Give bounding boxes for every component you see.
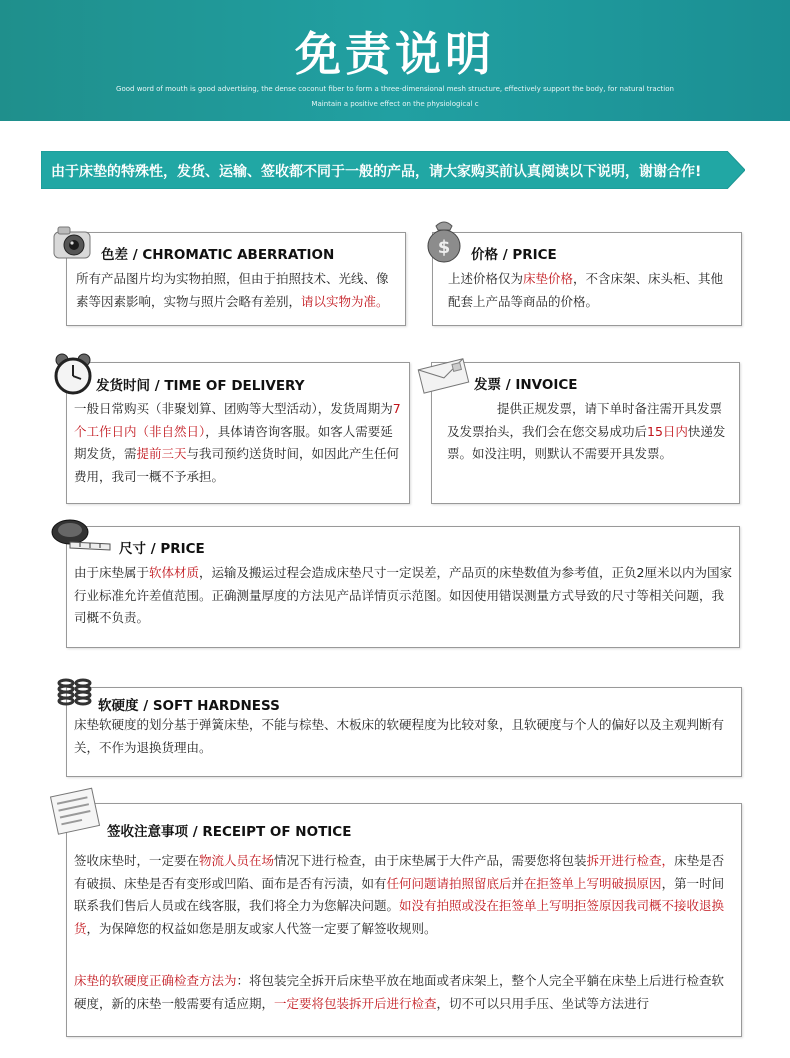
- section-chromatic-aberration: [66, 232, 406, 326]
- body-highlight: 任何问题请拍照留底后: [386, 875, 512, 891]
- body-text: 上述价格仅为: [448, 271, 524, 286]
- section-body-paragraph-2: [74, 970, 734, 1015]
- body-text: ，具体请咨询客服。如客人需要延期发货，需: [74, 423, 393, 461]
- section-invoice: [431, 362, 740, 504]
- body-text: 所有产品图片均为实物拍照，但由于拍照技术、光线、像素等因素影响，实物与照片会略有差别，: [76, 271, 389, 309]
- section-title: 发货时间 / TIME OF DELIVERY: [96, 378, 305, 394]
- body-highlight: 提前三天: [136, 446, 187, 461]
- body-text: 快递发票。如没注明，则默认不需要开具发票。: [447, 423, 726, 461]
- alarm-clock-icon: [52, 352, 94, 396]
- body-text: 与我司预约送货时间，如因此产生任何费用，我司一概不予承担。: [74, 446, 400, 484]
- body-highlight: 床垫的软硬度正确检查方法为: [74, 973, 237, 988]
- body-text: 签收床垫时，一定要在: [74, 853, 200, 868]
- body-highlight: 在拒签单上写明破损原因: [524, 875, 662, 891]
- body-text: 并: [511, 875, 525, 891]
- body-highlight: 请以实物为准。: [301, 293, 389, 309]
- section-title: 签收注意事项 / RECEIPT OF NOTICE: [107, 824, 352, 840]
- body-text: 情况下进行检查，由于床垫属于大件产品，需要您将包装: [274, 853, 587, 868]
- body-text: 提供正规发票，请下单时备注需开具发票及发票抬头，我们会在您交易成功后: [447, 401, 723, 439]
- section-title: 价格 / PRICE: [471, 247, 557, 263]
- section-body: [74, 562, 734, 630]
- tape-measure-icon: [50, 518, 114, 554]
- body-highlight: 拆开进行检查，: [586, 853, 675, 868]
- section-delivery: [66, 362, 410, 504]
- body-highlight: 15日内: [647, 423, 688, 439]
- section-body: 床垫软硬度的划分基于弹簧床垫，不能与棕垫、木板床的软硬程度为比较对象，且软硬度与个人的偏好以及主观判断有关，不作为退换货理由。: [74, 717, 725, 755]
- notice-banner: [41, 151, 745, 189]
- section-title: 软硬度 / SOFT HARDNESS: [98, 698, 280, 714]
- body-text: ，为保障您的权益如您是朋友或家人代签一定要了解签收规则。: [86, 920, 437, 936]
- header-subtitle-2: Maintain a positive effect on the physiological c: [311, 100, 479, 108]
- document-icon: [44, 786, 108, 836]
- header-banner: [0, 0, 790, 121]
- body-text: 床垫是否有破损、床垫是否有变形或凹陷、面布是否有污渍，如有: [74, 853, 725, 891]
- body-text: ，不含床架、床头柜、其他配套上产品等商品的价格。: [448, 271, 724, 309]
- header-subtitle-1: Good word of mouth is good advertising, the dense coconut fiber to form a three-dimensional mesh structure, effectively support the body, for natural traction: [116, 85, 674, 93]
- page-title: 免责说明: [295, 27, 495, 81]
- body-text: ：将包装完全拆开后床垫平放在地面或者床架上，整个人完全平躺在床垫上后进行检查软硬度，新的床垫一般需要有适应期，: [74, 973, 725, 1011]
- section-size: [66, 526, 740, 648]
- money-bag-icon: [422, 214, 466, 264]
- section-title: 发票 / INVOICE: [474, 377, 578, 393]
- section-title: 尺寸 / PRICE: [119, 541, 205, 557]
- body-text: ，切不可以只用手压、坐试等方法进行: [436, 995, 650, 1011]
- body-text: ，运输及搬运过程会造成床垫尺寸一定误差，产品页的床垫数值为参考值，正负2厘米以内为国家行业标准允许差值范围。正确测量厚度的方法见产品详情页示范图。如因使用错误测量方式导致的尺寸等相关问题，我司概不负责。: [74, 565, 732, 625]
- body-text: 由于床垫属于: [74, 565, 150, 580]
- svg-text:$: $: [437, 237, 451, 258]
- camera-icon: [50, 222, 96, 264]
- body-highlight: 如没有拍照或没在拒签单上写明拒签原因我司概不接收退换货: [74, 898, 725, 936]
- body-text: ，第一时间联系我们售后人员或在线客服，我们将全力为您解决问题。: [74, 875, 725, 913]
- body-highlight: 软体材质: [149, 565, 200, 580]
- body-highlight: 一定要将包装拆开后进行检查: [274, 995, 437, 1011]
- spring-icon: [56, 677, 94, 711]
- section-body: [76, 268, 398, 313]
- body-highlight: 物流人员在场: [199, 853, 275, 868]
- envelope-icon: [414, 354, 472, 394]
- section-receipt: [66, 803, 742, 1037]
- section-hardness: [66, 687, 742, 777]
- section-body: [448, 268, 733, 313]
- body-highlight: 床垫价格: [523, 271, 574, 286]
- body-text: 一般日常购买（非聚划算、团购等大型活动），发货周期为: [74, 401, 393, 416]
- section-body: [74, 398, 402, 488]
- section-title: 色差 / CHROMATIC ABERRATION: [101, 247, 335, 263]
- notice-banner-text: 由于床垫的特殊性，发货、运输、签收都不同于一般的产品，请大家购买前认真阅读以下说明，谢谢合作!: [51, 164, 702, 180]
- section-body: [447, 398, 732, 466]
- section-body-paragraph-1: [74, 850, 734, 940]
- section-price: [432, 232, 742, 326]
- body-highlight: 7个工作日内（非自然日）: [74, 401, 401, 439]
